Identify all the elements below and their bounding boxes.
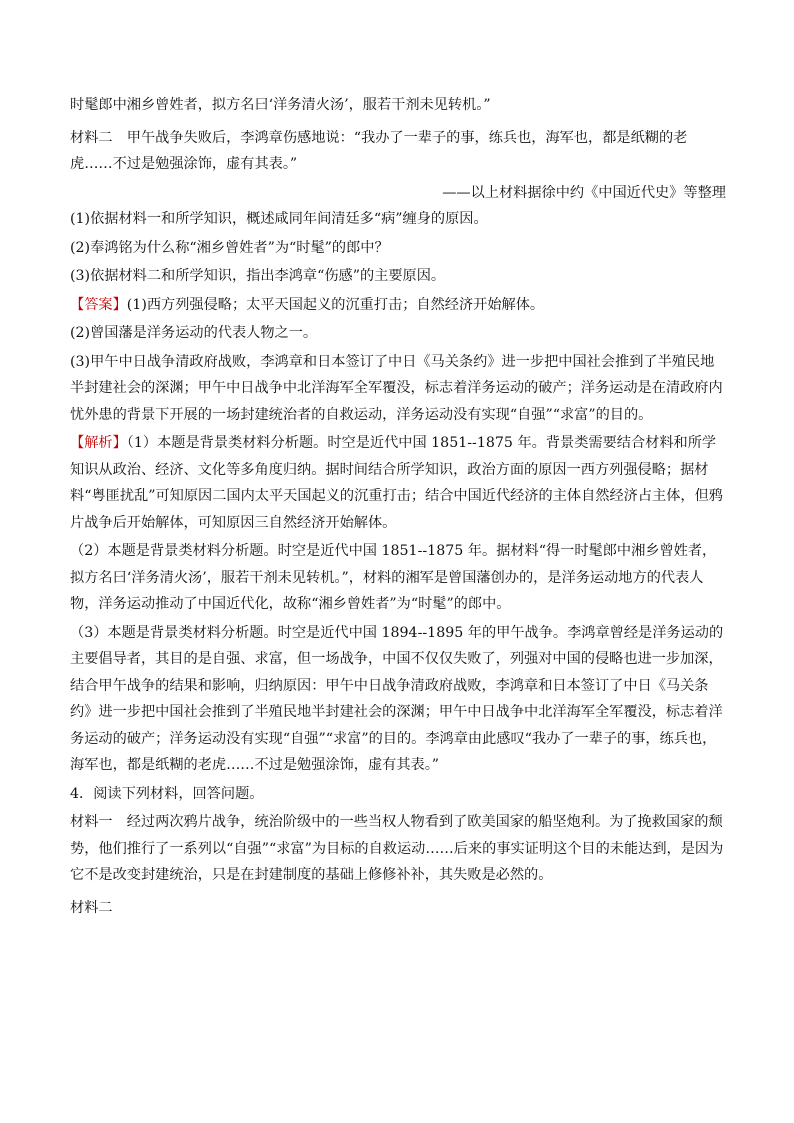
- question-1: (1)依据材料一和所学知识，概述咸同年间清廷多“病”缠身的原因。: [70, 211, 488, 227]
- answer-3: (3)甲午中日战争清政府战败，李鸿章和日本签订了中日《马关条约》进一步把中国社会推到了半殖民地半封建社会的深渊；甲午中日战争中北洋海军全军覆没，标志着洋务运动的破产；洋务运动是在清政府内忧外患的背景下开展的一场封建统治者的自救运动，洋务运动没有实现“自强”“求富”的目的。: [70, 353, 723, 423]
- question-2: (2)奉鸿铭为什么称“湘乡曾姓者”为“时髦”的郎中？: [70, 239, 389, 256]
- material-two: 材料二 甲午战争失败后，李鸿章伤感地说：“我办了一辈子的事，练兵也，海军也，都是纸糊的老虎……不过是勉强涂饰，虚有其表。”: [70, 129, 688, 172]
- answer-1: [70, 292, 726, 319]
- analysis-tag: 【解析】: [70, 435, 127, 451]
- analysis-3: （3）本题是背景类材料分析题。时空是近代中国 1894--1895 年的甲午战争。李鸿章曾经是洋务运动的主要倡导者，其目的是自强、求富，但一场战争，中国不仅仅失败了，列强对中国的侵略也进一步加深，结合甲午战争的结果和影响，归纳原因：甲午中日战争清政府战败，李鸿章和日本签订了中日《马关条约》进一步把中国社会推到了半殖民地半封建社会的深渊；甲午中日战争中北洋海军全军覆没，标志着洋务运动的破产；洋务运动没有实现“自强”“求富”的目的。李鸿章由此感叹“我办了一辈子的事，练兵也，海军也，都是纸糊的老虎……不过是勉强涂饰，虚有其表。”: [70, 624, 724, 773]
- answer-1-text: (1)西方列强侵略；太平天国起义的沉重打击；自然经济开始解体。: [126, 296, 545, 313]
- question-3: (3)依据材料二和所学知识，指出李鸿章“伤感”的主要原因。: [70, 268, 446, 284]
- answer-tag: 【答案】: [70, 296, 127, 313]
- analysis-1: [70, 430, 726, 536]
- material-one-ending: 时髦郎中湘乡曾姓者，拟方名曰‘洋务清火汤’，服若干剂未见转机。”: [70, 97, 491, 113]
- q4-material-two-label: 材料二: [70, 899, 113, 916]
- analysis-2: （2）本题是背景类材料分析题。时空是近代中国 1851--1875 年。据材料“得一时髦郎中湘乡曾姓者，拟方名曰‘洋务清火汤’，服若干剂未见转机。”，材料的湘军是曾国藩创办的，是洋务运动地方的代表人物，洋务运动推动了中国近代化，故称“湘乡曾姓者”为“时髦”的郎中。: [70, 543, 717, 612]
- question-4-title: 4．阅读下列材料，回答问题。: [70, 785, 264, 802]
- analysis-1-text: （1）本题是背景类材料分析题。时空是近代中国 1851--1875 年。背景类需要结合材料和所学知识从政治、经济、文化等多角度归纳。据时间结合所学知识，政治方面的原因一西方列强侵略；据材料“粤匪扰乱”可知原因二国内太平天国起义的沉重打击；结合中国近代经济的主体自然经济占主体，但鸦片战争后开始解体，可知原因三自然经济开始解体。: [70, 435, 723, 531]
- source-citation: ——以上材料据徐中约《中国近代史》等整理: [442, 184, 726, 201]
- document-body: [70, 92, 726, 921]
- q4-material-one: 材料一 经过两次鸦片战争，统治阶级中的一些当权人物看到了欧美国家的船坚炮利。为了挽救国家的颓势，他们推行了一系列以“自强”“求富”为目标的自救运动……后来的事实证明这个目的未能达到，是因为它不是改变封建统治，只是在封建制度的基础上修修补补，其失败是必然的。: [70, 814, 724, 883]
- answer-2: (2)曾国藩是洋务运动的代表人物之一。: [70, 325, 318, 341]
